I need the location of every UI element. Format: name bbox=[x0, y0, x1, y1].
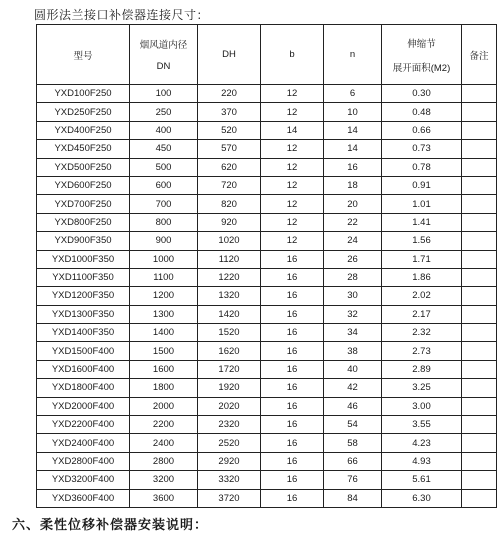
cell-model: YXD1800F400 bbox=[37, 379, 130, 397]
cell-area: 3.00 bbox=[382, 397, 462, 415]
cell-n: 6 bbox=[324, 85, 382, 103]
cell-b: 12 bbox=[261, 140, 324, 158]
cell-dn: 400 bbox=[130, 121, 198, 139]
cell-dn: 1500 bbox=[130, 342, 198, 360]
cell-remark bbox=[462, 140, 497, 158]
cell-dn: 1200 bbox=[130, 287, 198, 305]
cell-b: 16 bbox=[261, 324, 324, 342]
cell-n: 26 bbox=[324, 250, 382, 268]
cell-remark bbox=[462, 452, 497, 470]
cell-b: 16 bbox=[261, 434, 324, 452]
cell-area: 0.66 bbox=[382, 121, 462, 139]
cell-dn: 3200 bbox=[130, 471, 198, 489]
cell-model: YXD1500F400 bbox=[37, 342, 130, 360]
cell-remark bbox=[462, 489, 497, 507]
section-heading: 六、柔性位移补偿器安装说明： bbox=[12, 518, 209, 533]
cell-area: 3.25 bbox=[382, 379, 462, 397]
cell-area: 3.55 bbox=[382, 416, 462, 434]
cell-area: 5.61 bbox=[382, 471, 462, 489]
cell-model: YXD600F250 bbox=[37, 176, 130, 194]
cell-model: YXD2000F400 bbox=[37, 397, 130, 415]
cell-dh: 620 bbox=[198, 158, 261, 176]
cell-remark bbox=[462, 232, 497, 250]
cell-dh: 1320 bbox=[198, 287, 261, 305]
cell-b: 16 bbox=[261, 342, 324, 360]
cell-dh: 2920 bbox=[198, 452, 261, 470]
cell-dn: 1000 bbox=[130, 250, 198, 268]
cell-dh: 1020 bbox=[198, 232, 261, 250]
table-row bbox=[37, 158, 497, 176]
cell-model: YXD2200F400 bbox=[37, 416, 130, 434]
cell-dn: 2200 bbox=[130, 416, 198, 434]
cell-b: 12 bbox=[261, 195, 324, 213]
cell-n: 42 bbox=[324, 379, 382, 397]
cell-model: YXD450F250 bbox=[37, 140, 130, 158]
table-row bbox=[37, 213, 497, 231]
cell-area: 0.78 bbox=[382, 158, 462, 176]
cell-n: 14 bbox=[324, 121, 382, 139]
cell-area: 4.23 bbox=[382, 434, 462, 452]
table-row bbox=[37, 452, 497, 470]
cell-model: YXD1000F350 bbox=[37, 250, 130, 268]
cell-n: 28 bbox=[324, 268, 382, 286]
table-row bbox=[37, 176, 497, 194]
cell-remark bbox=[462, 268, 497, 286]
cell-n: 46 bbox=[324, 397, 382, 415]
cell-n: 18 bbox=[324, 176, 382, 194]
cell-remark bbox=[462, 250, 497, 268]
cell-b: 12 bbox=[261, 158, 324, 176]
cell-n: 84 bbox=[324, 489, 382, 507]
cell-n: 58 bbox=[324, 434, 382, 452]
cell-n: 66 bbox=[324, 452, 382, 470]
table-row bbox=[37, 195, 497, 213]
cell-area: 2.73 bbox=[382, 342, 462, 360]
table-row bbox=[37, 360, 497, 378]
cell-model: YXD1100F350 bbox=[37, 268, 130, 286]
cell-model: YXD900F350 bbox=[37, 232, 130, 250]
cell-model: YXD800F250 bbox=[37, 213, 130, 231]
cell-dh: 3320 bbox=[198, 471, 261, 489]
cell-remark bbox=[462, 379, 497, 397]
cell-b: 16 bbox=[261, 305, 324, 323]
cell-b: 16 bbox=[261, 268, 324, 286]
cell-remark bbox=[462, 195, 497, 213]
cell-dn: 1600 bbox=[130, 360, 198, 378]
cell-model: YXD500F250 bbox=[37, 158, 130, 176]
header-remark: 备注 bbox=[462, 25, 497, 85]
table-caption: 圆形法兰接口补偿器连接尺寸： bbox=[34, 8, 210, 22]
cell-b: 16 bbox=[261, 397, 324, 415]
cell-n: 16 bbox=[324, 158, 382, 176]
table-row bbox=[37, 121, 497, 139]
header-area bbox=[382, 25, 462, 85]
cell-b: 16 bbox=[261, 379, 324, 397]
cell-dh: 220 bbox=[198, 85, 261, 103]
cell-dh: 2020 bbox=[198, 397, 261, 415]
table-row bbox=[37, 140, 497, 158]
header-b: b bbox=[261, 25, 324, 85]
cell-dh: 570 bbox=[198, 140, 261, 158]
cell-model: YXD2800F400 bbox=[37, 452, 130, 470]
table-row bbox=[37, 250, 497, 268]
cell-dn: 2000 bbox=[130, 397, 198, 415]
cell-b: 14 bbox=[261, 121, 324, 139]
table-row bbox=[37, 379, 497, 397]
cell-area: 1.71 bbox=[382, 250, 462, 268]
cell-dn: 100 bbox=[130, 85, 198, 103]
table-row bbox=[37, 434, 497, 452]
cell-remark bbox=[462, 434, 497, 452]
cell-dn: 250 bbox=[130, 103, 198, 121]
cell-area: 0.73 bbox=[382, 140, 462, 158]
cell-n: 20 bbox=[324, 195, 382, 213]
cell-b: 16 bbox=[261, 452, 324, 470]
cell-remark bbox=[462, 342, 497, 360]
cell-b: 16 bbox=[261, 360, 324, 378]
header-dn-line1: 烟风道内径 bbox=[139, 40, 188, 51]
cell-b: 16 bbox=[261, 471, 324, 489]
cell-remark bbox=[462, 213, 497, 231]
cell-dh: 1620 bbox=[198, 342, 261, 360]
table-row bbox=[37, 268, 497, 286]
table-row bbox=[37, 416, 497, 434]
cell-dh: 370 bbox=[198, 103, 261, 121]
table-row bbox=[37, 342, 497, 360]
cell-b: 12 bbox=[261, 176, 324, 194]
table-row bbox=[37, 232, 497, 250]
cell-area: 0.48 bbox=[382, 103, 462, 121]
cell-area: 0.91 bbox=[382, 176, 462, 194]
cell-dn: 1400 bbox=[130, 324, 198, 342]
cell-remark bbox=[462, 471, 497, 489]
cell-dh: 1520 bbox=[198, 324, 261, 342]
cell-n: 30 bbox=[324, 287, 382, 305]
cell-dh: 1220 bbox=[198, 268, 261, 286]
cell-remark bbox=[462, 176, 497, 194]
cell-b: 16 bbox=[261, 250, 324, 268]
cell-dn: 1100 bbox=[130, 268, 198, 286]
cell-dn: 700 bbox=[130, 195, 198, 213]
cell-remark bbox=[462, 85, 497, 103]
cell-area: 4.93 bbox=[382, 452, 462, 470]
header-dn-line2: DN bbox=[156, 61, 171, 72]
table-row bbox=[37, 324, 497, 342]
cell-area: 0.30 bbox=[382, 85, 462, 103]
cell-area: 1.01 bbox=[382, 195, 462, 213]
cell-area: 6.30 bbox=[382, 489, 462, 507]
cell-dn: 500 bbox=[130, 158, 198, 176]
header-model: 型号 bbox=[37, 25, 130, 85]
cell-dh: 2320 bbox=[198, 416, 261, 434]
cell-remark bbox=[462, 324, 497, 342]
cell-b: 16 bbox=[261, 287, 324, 305]
cell-dh: 1420 bbox=[198, 305, 261, 323]
cell-model: YXD3200F400 bbox=[37, 471, 130, 489]
cell-dn: 3600 bbox=[130, 489, 198, 507]
cell-n: 14 bbox=[324, 140, 382, 158]
cell-b: 12 bbox=[261, 232, 324, 250]
cell-b: 16 bbox=[261, 416, 324, 434]
table-row bbox=[37, 305, 497, 323]
cell-n: 10 bbox=[324, 103, 382, 121]
cell-dh: 1720 bbox=[198, 360, 261, 378]
cell-remark bbox=[462, 360, 497, 378]
cell-dn: 600 bbox=[130, 176, 198, 194]
cell-model: YXD1400F350 bbox=[37, 324, 130, 342]
cell-n: 32 bbox=[324, 305, 382, 323]
cell-dh: 1120 bbox=[198, 250, 261, 268]
cell-remark bbox=[462, 416, 497, 434]
cell-n: 54 bbox=[324, 416, 382, 434]
cell-n: 24 bbox=[324, 232, 382, 250]
cell-area: 2.89 bbox=[382, 360, 462, 378]
cell-model: YXD1600F400 bbox=[37, 360, 130, 378]
cell-model: YXD3600F400 bbox=[37, 489, 130, 507]
cell-model: YXD2400F400 bbox=[37, 434, 130, 452]
cell-dh: 1920 bbox=[198, 379, 261, 397]
header-row bbox=[37, 25, 497, 85]
cell-area: 1.56 bbox=[382, 232, 462, 250]
cell-dn: 450 bbox=[130, 140, 198, 158]
table-body bbox=[37, 85, 497, 508]
cell-area: 2.17 bbox=[382, 305, 462, 323]
cell-dh: 3720 bbox=[198, 489, 261, 507]
cell-model: YXD250F250 bbox=[37, 103, 130, 121]
cell-n: 38 bbox=[324, 342, 382, 360]
cell-area: 2.32 bbox=[382, 324, 462, 342]
cell-remark bbox=[462, 305, 497, 323]
cell-dh: 820 bbox=[198, 195, 261, 213]
cell-dn: 800 bbox=[130, 213, 198, 231]
cell-area: 1.41 bbox=[382, 213, 462, 231]
cell-b: 12 bbox=[261, 85, 324, 103]
header-area-line2: 展开面积(M2) bbox=[392, 62, 451, 74]
cell-b: 12 bbox=[261, 103, 324, 121]
cell-dn: 2800 bbox=[130, 452, 198, 470]
cell-dn: 1800 bbox=[130, 379, 198, 397]
cell-remark bbox=[462, 121, 497, 139]
cell-model: YXD1300F350 bbox=[37, 305, 130, 323]
cell-remark bbox=[462, 158, 497, 176]
cell-dn: 900 bbox=[130, 232, 198, 250]
table-row bbox=[37, 287, 497, 305]
cell-n: 34 bbox=[324, 324, 382, 342]
cell-model: YXD1200F350 bbox=[37, 287, 130, 305]
cell-dh: 2520 bbox=[198, 434, 261, 452]
cell-remark bbox=[462, 103, 497, 121]
table-row bbox=[37, 397, 497, 415]
cell-n: 22 bbox=[324, 213, 382, 231]
table-row bbox=[37, 85, 497, 103]
cell-n: 76 bbox=[324, 471, 382, 489]
cell-remark bbox=[462, 287, 497, 305]
header-dh: DH bbox=[198, 25, 261, 85]
cell-model: YXD100F250 bbox=[37, 85, 130, 103]
cell-dh: 520 bbox=[198, 121, 261, 139]
cell-area: 2.02 bbox=[382, 287, 462, 305]
cell-area: 1.86 bbox=[382, 268, 462, 286]
cell-model: YXD700F250 bbox=[37, 195, 130, 213]
table-row bbox=[37, 489, 497, 507]
cell-dn: 2400 bbox=[130, 434, 198, 452]
cell-remark bbox=[462, 397, 497, 415]
cell-dh: 720 bbox=[198, 176, 261, 194]
cell-b: 16 bbox=[261, 489, 324, 507]
cell-dn: 1300 bbox=[130, 305, 198, 323]
cell-model: YXD400F250 bbox=[37, 121, 130, 139]
header-dn bbox=[130, 25, 198, 85]
table-row bbox=[37, 471, 497, 489]
cell-dh: 920 bbox=[198, 213, 261, 231]
header-n: n bbox=[324, 25, 382, 85]
cell-n: 40 bbox=[324, 360, 382, 378]
dimension-table bbox=[36, 24, 497, 508]
cell-b: 12 bbox=[261, 213, 324, 231]
header-area-line1: 伸缩节 bbox=[407, 38, 436, 50]
table-row bbox=[37, 103, 497, 121]
